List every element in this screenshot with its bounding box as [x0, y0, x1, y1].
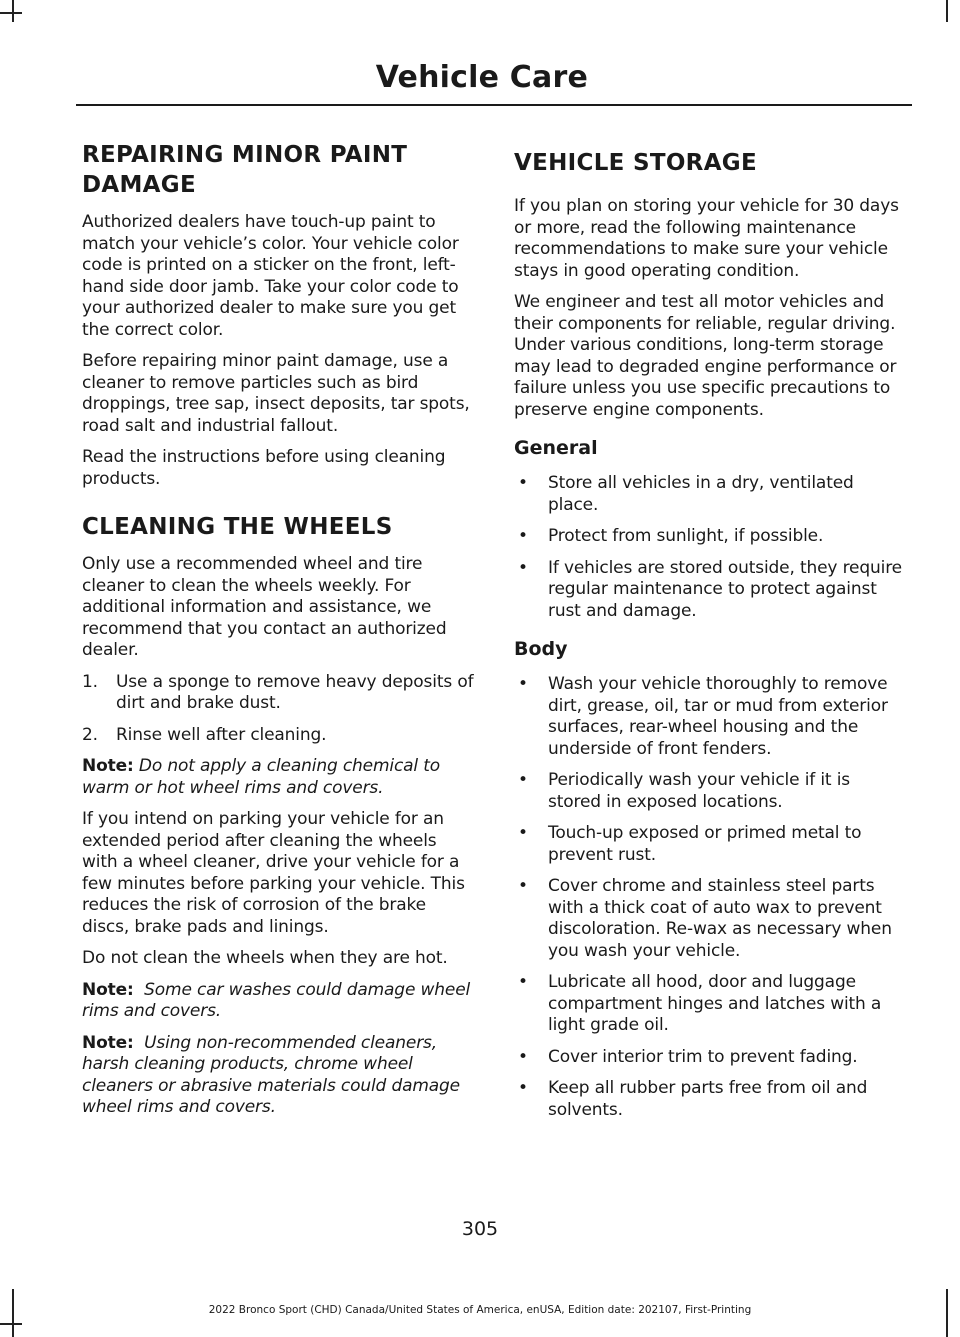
paragraph: Before repairing minor paint damage, use a cleaner to remove particles such as bird droppings, tree sap, insect deposits, tar spots, road salt and industrial fallout.	[82, 351, 470, 436]
list-item	[82, 725, 476, 747]
body-list	[514, 674, 908, 1121]
general-list	[514, 473, 908, 622]
crop-mark	[12, 0, 14, 22]
item-text: Periodically wash your vehicle if it is stored in exposed locations.	[548, 770, 850, 812]
section-title: Vehicle Care	[375, 60, 588, 95]
list-item	[514, 1047, 908, 1069]
bullet: •	[518, 972, 528, 992]
wheels-heading: CLEANING THE WHEELS	[82, 514, 393, 540]
item-text: If vehicles are stored outside, they require regular maintenance to protect against rust and damage.	[548, 557, 902, 621]
note-label: Note:	[82, 979, 134, 1000]
bullet: •	[518, 526, 528, 546]
bullet: •	[518, 557, 528, 578]
bullet: •	[518, 823, 528, 843]
note	[82, 1033, 476, 1119]
list-item	[514, 526, 908, 548]
general-heading: General	[514, 437, 598, 459]
bullet: •	[518, 1078, 528, 1098]
note	[82, 980, 476, 1023]
edition-footer: 2022 Bronco Sport (CHD) Canada/United States of America, enUSA, Edition date: 202107, First-Printing	[208, 1304, 752, 1316]
note-label: Note:	[82, 756, 134, 776]
note-text: Some car washes could damage wheel rims and covers.	[82, 979, 471, 1021]
paragraph: Authorized dealers have touch-up paint to match your vehicle’s color. Your vehicle color code is printed on a sticker on the front, left-hand side door jamb. Take your color code to your authorized dealer to make sure you get the correct color.	[82, 212, 459, 340]
list-item	[82, 672, 476, 715]
note-label: Note:	[82, 1032, 134, 1053]
header-rule	[76, 104, 912, 106]
crop-mark	[0, 1323, 22, 1325]
note-text: Using non-recommended cleaners, harsh cleaning products, chrome wheel cleaners or abrasive materials could damage wheel rims and covers.	[82, 1032, 460, 1117]
paragraph: Only use a recommended wheel and tire cleaner to clean the wheels weekly. For additional information and assistance, we recommend that you contact an authorized dealer.	[82, 554, 447, 660]
right-column	[514, 140, 908, 1131]
bullet: •	[518, 770, 528, 790]
wheel-steps-list	[82, 672, 476, 747]
left-column	[82, 140, 476, 1129]
bullet: •	[518, 674, 528, 694]
bullet: •	[518, 876, 528, 896]
paragraph: Do not clean the wheels when they are hot.	[82, 948, 448, 968]
item-text: Protect from sunlight, if possible.	[548, 526, 824, 546]
item-text: Wash your vehicle thoroughly to remove dirt, grease, oil, tar or mud from exterior surfaces, rear-wheel housing and the underside of front fenders.	[548, 674, 888, 759]
item-text: Keep all rubber parts free from oil and solvents.	[548, 1078, 868, 1120]
item-text: Store all vehicles in a dry, ventilated place.	[548, 473, 854, 515]
page-number: 305	[461, 1218, 499, 1240]
list-item	[514, 823, 908, 866]
paragraph: Read the instructions before using cleaning products.	[82, 447, 446, 489]
list-item	[514, 674, 908, 760]
item-text: Cover interior trim to prevent fading.	[548, 1046, 858, 1067]
bullet: •	[518, 1046, 528, 1067]
step-text: Use a sponge to remove heavy deposits of dirt and brake dust.	[116, 671, 474, 713]
list-item	[514, 972, 908, 1037]
paragraph: If you plan on storing your vehicle for 30 days or more, read the following maintenance recommendations to make sure your vehicle stays in good operating condition.	[514, 196, 899, 281]
crop-mark	[946, 0, 948, 22]
step-number: 1.	[82, 671, 98, 692]
step-number: 2.	[82, 724, 98, 745]
item-text: Lubricate all hood, door and luggage compartment hinges and latches with a light grade oil.	[548, 972, 882, 1035]
note	[82, 756, 476, 799]
body-heading: Body	[514, 638, 568, 660]
paragraph: We engineer and test all motor vehicles and their components for reliable, regular driving. Under various conditions, long-term storage may lead to degraded engine performance or failure unless you use specific precautions to preserve engine components.	[514, 292, 897, 420]
bullet: •	[518, 473, 528, 493]
crop-mark	[0, 12, 22, 14]
list-item	[514, 1078, 908, 1121]
list-item	[514, 558, 908, 623]
item-text: Cover chrome and stainless steel parts with a thick coat of auto wax to prevent discoloration. Re-wax as necessary when you wash your vehicle.	[548, 876, 892, 961]
list-item	[514, 770, 908, 813]
item-text: Touch-up exposed or primed metal to prevent rust.	[548, 823, 862, 865]
note-text: Do not apply a cleaning chemical to warm or hot wheel rims and covers.	[82, 756, 441, 798]
paint-heading: REPAIRING MINOR PAINT DAMAGE	[82, 142, 408, 198]
paragraph: If you intend on parking your vehicle for an extended period after cleaning the wheels with a wheel cleaner, drive your vehicle for a few minutes before parking your vehicle. This reduces the risk of corrosion of the brake discs, brake pads and linings.	[82, 809, 465, 937]
step-text: Rinse well after cleaning.	[116, 724, 327, 745]
list-item	[514, 876, 908, 962]
storage-heading: VEHICLE STORAGE	[514, 150, 757, 176]
list-item	[514, 473, 908, 516]
